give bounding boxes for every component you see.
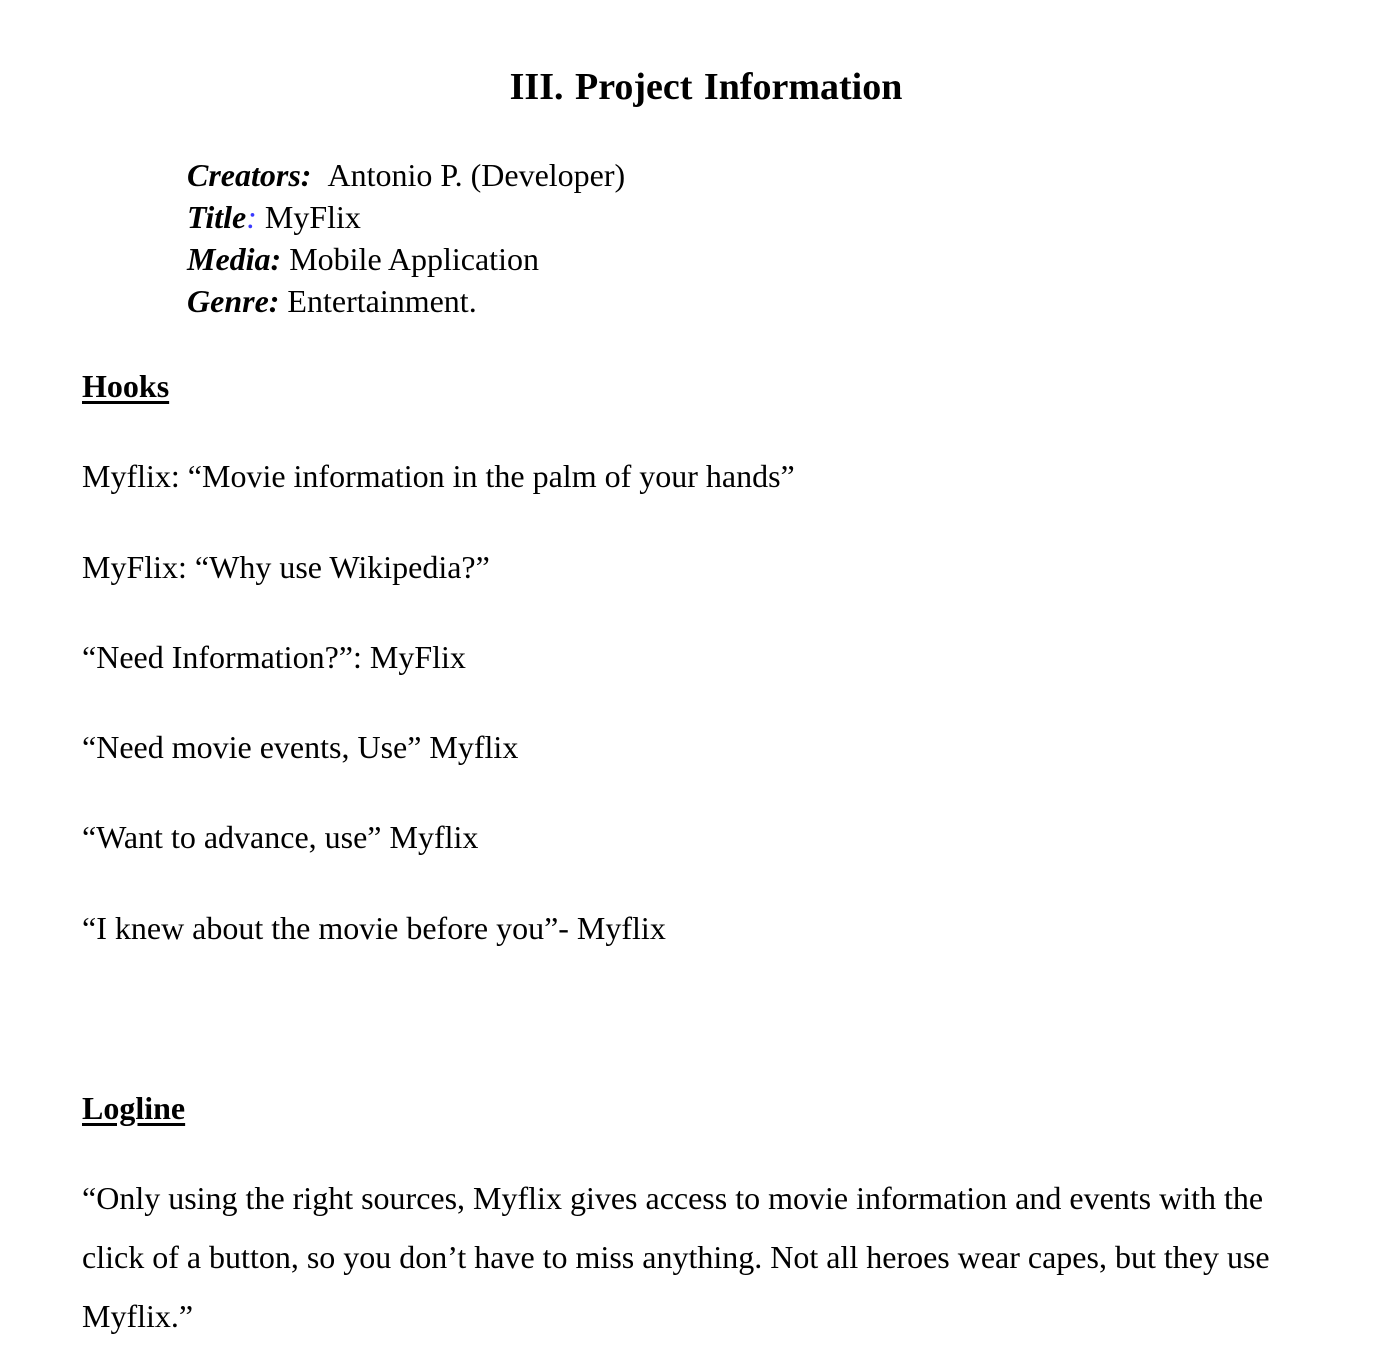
hook-item: “Want to advance, use” Myflix [82,819,479,855]
project-info-block [187,154,625,322]
hook-item: “Need Information?”: MyFlix [82,639,466,675]
hook-item: Myflix: “Movie information in the palm of your hands” [82,458,795,494]
hook-item: “Need movie events, Use” Myflix [82,729,519,765]
media-label: Media: [187,241,282,277]
page-title: III. Project Information [509,66,903,108]
genre-value: Entertainment. [287,283,477,319]
creators-row [187,154,625,196]
title-value: MyFlix [264,199,361,235]
media-value: Mobile Application [289,241,539,277]
logline-text: “Only using the right sources, Myflix gives access to movie information and events with the click of a button, so you don’t have to miss anything. Not all heroes wear capes, but they use Myflix.” [82,1180,1270,1334]
media-row [187,238,625,280]
title-row [187,196,625,238]
genre-label: Genre: [187,283,280,319]
hook-item: MyFlix: “Why use Wikipedia?” [82,549,490,585]
creators-value: Antonio P. (Developer) [327,157,626,193]
genre-row [187,280,625,322]
title-colon: : [246,199,257,235]
logline-heading: Logline [82,1090,186,1126]
hooks-heading: Hooks [82,368,170,404]
hook-item: “I knew about the movie before you”- Myflix [82,910,666,946]
creators-label: Creators: [187,157,312,193]
title-label: Title [187,199,247,235]
